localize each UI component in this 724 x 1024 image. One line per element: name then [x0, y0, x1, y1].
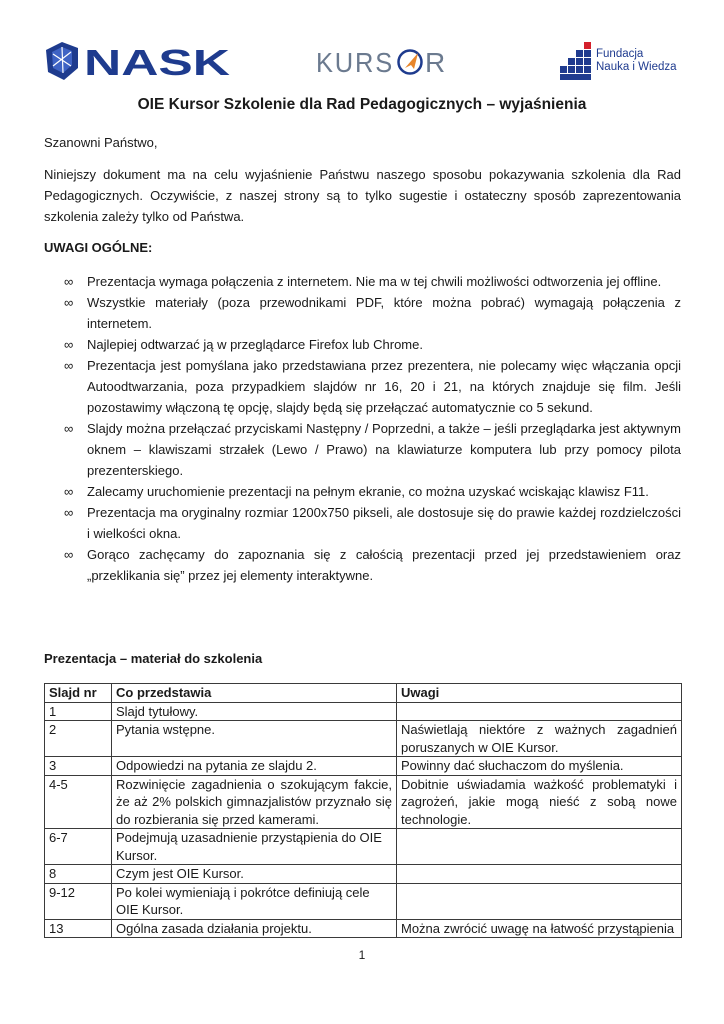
infinity-bullet-icon: ∞ [64, 274, 74, 289]
table-cell: Dobitnie uświadamia ważkość problematyki i zagrożeń, jakie mogą nieść z sobą nowe technologie. [397, 775, 682, 829]
table-cell: Można zwrócić uwagę na łatwość przystąpienia [397, 919, 682, 938]
table-cell [397, 829, 682, 865]
kursor-wordmark-right: R [425, 47, 446, 78]
infinity-bullet-icon: ∞ [64, 547, 74, 562]
table-cell: Podejmują uzasadnienie przystąpienia do OIE Kursor. [112, 829, 397, 865]
table-cell: 4-5 [45, 775, 112, 829]
training-material-heading: Prezentacja – materiał do szkolenia [44, 651, 263, 666]
list-item: ∞ Zalecamy uruchomienie prezentacji na pełnym ekranie, co można uzyskać wciskając klawisz F11. [44, 481, 681, 502]
table-cell: Odpowiedzi na pytania ze slajdu 2. [112, 757, 397, 776]
infinity-bullet-icon: ∞ [64, 484, 74, 499]
greeting: Szanowni Państwo, [44, 135, 158, 150]
table-row [45, 721, 682, 757]
nask-emblem-icon [46, 42, 78, 80]
table-row [45, 919, 682, 938]
fundacja-building-icon [558, 40, 594, 82]
general-notes-heading: UWAGI OGÓLNE: [44, 240, 153, 255]
table-cell: 8 [45, 865, 112, 884]
column-header: Uwagi [397, 684, 682, 703]
table-row [45, 865, 682, 884]
fundacja-line1: Fundacja [596, 48, 644, 60]
table-row [45, 702, 682, 721]
kursor-cursor-icon [399, 51, 422, 74]
infinity-bullet-icon: ∞ [64, 421, 74, 436]
table-cell: Ogólna zasada działania projektu. [112, 919, 397, 938]
table-row [45, 829, 682, 865]
infinity-bullet-icon: ∞ [64, 505, 74, 520]
table-header-row [45, 684, 682, 703]
table-cell [397, 702, 682, 721]
infinity-bullet-icon: ∞ [64, 337, 74, 352]
fundacja-logo [558, 40, 684, 82]
table-row [45, 775, 682, 829]
list-item: ∞ Gorąco zachęcamy do zapoznania się z całością prezentacji przed jej przedstawieniem oraz „przeklikania się” przez jej elementy interaktywne. [44, 544, 681, 586]
kursor-logo [314, 40, 454, 82]
list-item: ∞ Slajdy można przełączać przyciskami Następny / Poprzedni, a także – jeśli przeglądarka jest aktywnym oknem – klawiszami strzałek (Lewo / Prawo) na klawiaturze komputera lub przy pomocy pilota prezenterskiego. [44, 418, 681, 481]
kursor-wordmark-left: KURS [316, 47, 394, 78]
slides-table [44, 683, 682, 938]
column-header: Slajd nr [45, 684, 112, 703]
nask-wordmark: NASK [84, 42, 230, 82]
header-logos [44, 40, 684, 82]
fundacja-line2: Nauka i Wiedza [596, 61, 677, 73]
infinity-bullet-icon: ∞ [64, 295, 74, 310]
table-cell: Slajd tytułowy. [112, 702, 397, 721]
table-cell [397, 865, 682, 884]
page-number: 1 [358, 948, 366, 962]
table-cell: 9-12 [45, 883, 112, 919]
nask-logo [44, 40, 234, 82]
table-cell [397, 883, 682, 919]
table-row [45, 757, 682, 776]
general-notes-list [44, 271, 681, 586]
table-cell: Rozwinięcie zagadnienia o szokującym fakcie, że aż 2% polskich gimnazjalistów przyznało się do rozbierania się przed kamerami. [112, 775, 397, 829]
table-cell: 1 [45, 702, 112, 721]
list-item: ∞ Prezentacja ma oryginalny rozmiar 1200x750 pikseli, ale dostosuje się do prawie każdej rozdzielczości i wielkości okna. [44, 502, 681, 544]
table-cell: 6-7 [45, 829, 112, 865]
table-cell: Po kolei wymieniają i pokrótce definiują cele OIE Kursor. [112, 883, 397, 919]
document-title: OIE Kursor Szkolenie dla Rad Pedagogicznych – wyjaśnienia [137, 96, 587, 113]
list-item: ∞ Prezentacja jest pomyślana jako przedstawiana przez prezentera, nie polecamy więc włączania opcji Autoodtwarzania, poza przypadkiem slajdów nr 16, 20 i 21, na których znajduje się film. Jeśli pozostawimy włączoną tę opcję, slajdy będą się przełączać automatycznie co 5 sekund. [44, 355, 681, 418]
column-header: Co przedstawia [112, 684, 397, 703]
table-cell: 3 [45, 757, 112, 776]
intro-paragraph: Niniejszy dokument ma na celu wyjaśnienie Państwu naszego sposobu pokazywania szkolenia dla Rad Pedagogicznych. Oczywiście, z naszej strony są to tylko sugestie i ostateczny sposób zaprezentowania szkolenia zależy tylko od Państwa. [44, 167, 681, 224]
table-cell: 2 [45, 721, 112, 757]
list-item: ∞ Wszystkie materiały (poza przewodnikami PDF, które można pobrać) wymagają połączenia z internetem. [44, 292, 681, 334]
table-cell: Pytania wstępne. [112, 721, 397, 757]
table-cell: Powinny dać słuchaczom do myślenia. [397, 757, 682, 776]
list-item: ∞ Prezentacja wymaga połączenia z internetem. Nie ma w tej chwili możliwości odtworzenia jej offline. [44, 271, 681, 292]
table-cell: 13 [45, 919, 112, 938]
table-cell: Naświetlają niektóre z ważnych zagadnień poruszanych w OIE Kursor. [397, 721, 682, 757]
table-row [45, 883, 682, 919]
list-item: ∞ Najlepiej odtwarzać ją w przeglądarce Firefox lub Chrome. [44, 334, 681, 355]
table-cell: Czym jest OIE Kursor. [112, 865, 397, 884]
infinity-bullet-icon: ∞ [64, 358, 74, 373]
